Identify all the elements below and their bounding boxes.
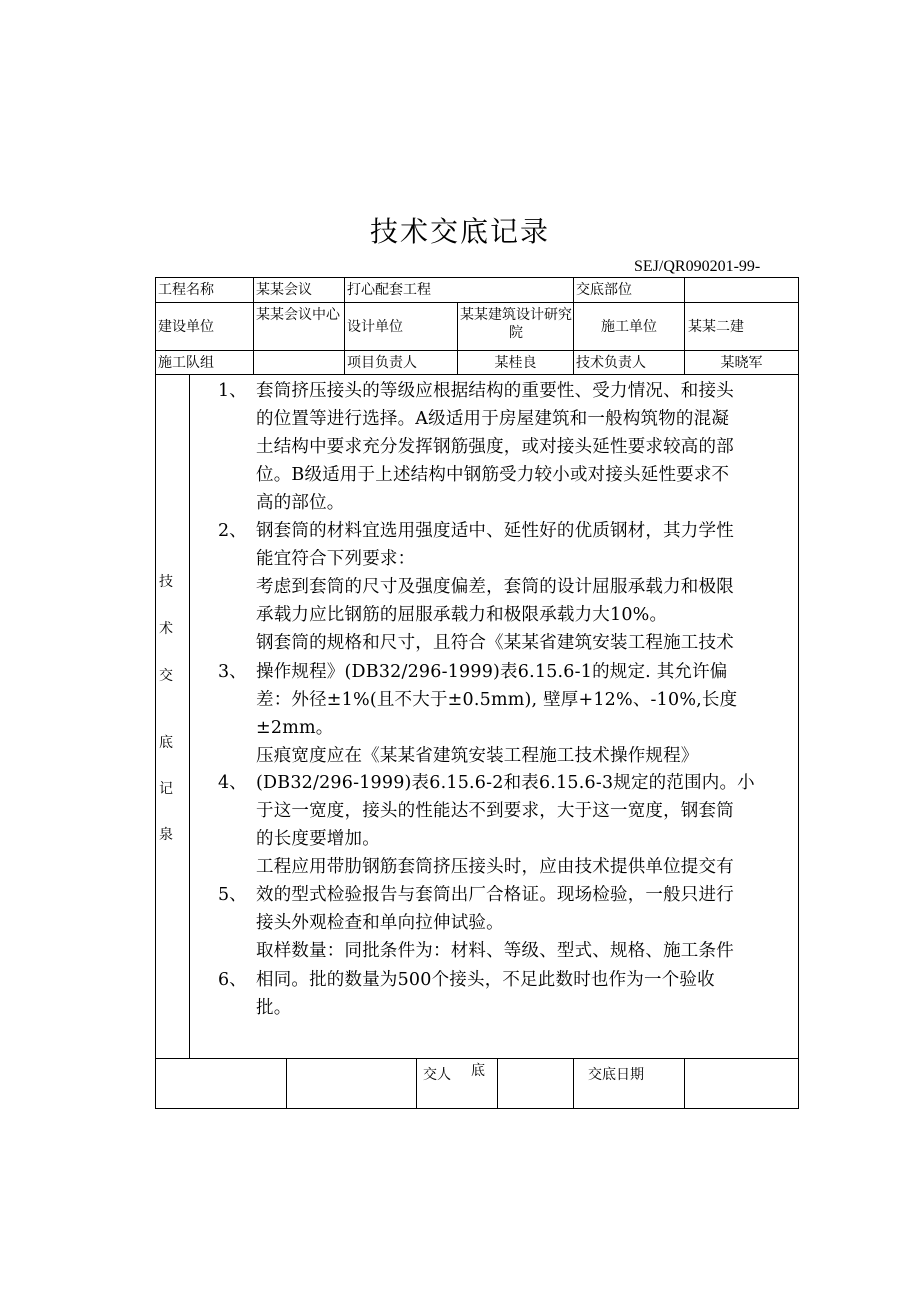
project-name-value-cont: 打心配套工程 (347, 282, 431, 298)
handover-person-label: 交人 (423, 1067, 451, 1083)
col-divider (253, 277, 254, 375)
client-value: 某某会议中心 (256, 307, 340, 323)
row-divider (155, 1058, 799, 1059)
col-divider (344, 277, 345, 375)
pm-value: 某桂良 (494, 355, 537, 371)
body-line: 套筒挤压接头的等级应根据结构的重要性、受力情况、和接头 (256, 381, 734, 401)
design-label: 设计单位 (347, 319, 403, 335)
team-label: 施工队组 (158, 355, 214, 371)
side-label-char: 记 (159, 781, 173, 797)
col-divider (416, 1058, 417, 1109)
side-label-char: 术 (159, 621, 173, 637)
body-line: 的位置等进行选择。A级适用于房屋建筑和一般构筑物的混凝 (256, 409, 730, 429)
form-border-left (155, 277, 156, 1109)
side-label-char: 底 (159, 735, 173, 751)
body-line: 接头外观检查和单向拉伸试验。 (256, 913, 504, 933)
body-line: 承载力应比钢筋的屈服承载力和极限承载力大10%。 (256, 605, 668, 625)
tech-label: 技术负责人 (576, 355, 646, 371)
project-name-value: 某某会议 (256, 282, 312, 298)
body-line: 压痕宽度应在《某某省建筑安装工程施工技术操作规程》 (256, 746, 699, 766)
body-line: 钢套筒的材料宜选用强度适中、延性好的优质钢材，其力学性 (256, 521, 734, 541)
builder-label: 施工单位 (601, 319, 657, 335)
body-line: 操作规程》(DB32/296-1999)表6.15.6-1的规定. 其允许偏 (256, 662, 728, 682)
row-divider (155, 374, 799, 375)
body-line: (DB32/296-1999)表6.15.6-2和表6.15.6-3规定的范围内。小 (256, 773, 755, 793)
handover-part-label: 交底部位 (576, 282, 632, 298)
item-number: 3、 (218, 662, 247, 682)
col-divider (573, 1058, 574, 1109)
pm-label: 项目负责人 (347, 355, 417, 371)
document-code: SEJ/QR090201-99- (634, 258, 761, 275)
item-number: 4、 (218, 773, 247, 793)
side-label-char: 泉 (159, 827, 173, 843)
tech-value: 某晓军 (720, 355, 763, 371)
body-line: 的长度要增加。 (256, 829, 380, 849)
body-line: 效的型式检验报告与套筒出厂合格证。现场检验，一般只进行 (256, 885, 734, 905)
body-line: 考虑到套筒的尺寸及强度偏差，套筒的设计屈服承载力和极限 (256, 577, 734, 597)
body-line: 批。 (256, 998, 292, 1018)
builder-value: 某某二建 (688, 319, 744, 335)
col-divider (684, 1058, 685, 1109)
col-divider (286, 1058, 287, 1109)
handover-date-label: 交底日期 (588, 1067, 644, 1083)
body-line: 相同。批的数量为500个接头，不足此数时也作为一个验收 (256, 970, 715, 990)
body-line: 能宜符合下列要求： (256, 549, 416, 569)
body-line: 于这一宽度，接头的性能达不到要求，大于这一宽度，钢套筒 (256, 801, 734, 821)
body-line: 高的部位。 (256, 493, 345, 513)
project-name-label: 工程名称 (158, 282, 214, 298)
body-line: 位。B级适用于上述结构中钢筋受力较小或对接头延性要求不 (256, 465, 730, 485)
item-number: 5、 (218, 885, 247, 905)
side-label-char: 技 (159, 574, 173, 590)
item-number: 6、 (218, 970, 247, 990)
body-line: 工程应用带肋钢筋套筒挤压接头时，应由技术提供单位提交有 (256, 857, 734, 877)
item-number: 2、 (218, 521, 247, 541)
body-line: 差：外径±1%(且不大于±0.5mm), 壁厚+12%、-10%,长度 (256, 690, 738, 710)
handover-person-label-cont: 底 (471, 1063, 485, 1079)
side-column-divider (189, 374, 190, 1059)
form-border-bottom (155, 1108, 799, 1109)
design-value: 某某建筑设计研究院 (460, 307, 572, 341)
side-label-char: 交 (159, 668, 173, 684)
body-line: 钢套筒的规格和尺寸，且符合《某某省建筑安装工程施工技术 (256, 633, 734, 653)
body-line: 取样数量：同批条件为：材料、等级、型式、规格、施工条件 (256, 941, 734, 961)
form-border-top (155, 277, 799, 278)
document-title: 技术交底记录 (369, 215, 550, 248)
row-divider (155, 302, 799, 303)
body-line: 土结构中要求充分发挥钢筋强度，或对接头延性要求较高的部 (256, 437, 734, 457)
item-number: 1、 (218, 381, 247, 401)
client-label: 建设单位 (158, 319, 214, 335)
col-divider (497, 1058, 498, 1109)
row-divider (155, 350, 799, 351)
body-line: ±2mm。 (256, 718, 334, 738)
